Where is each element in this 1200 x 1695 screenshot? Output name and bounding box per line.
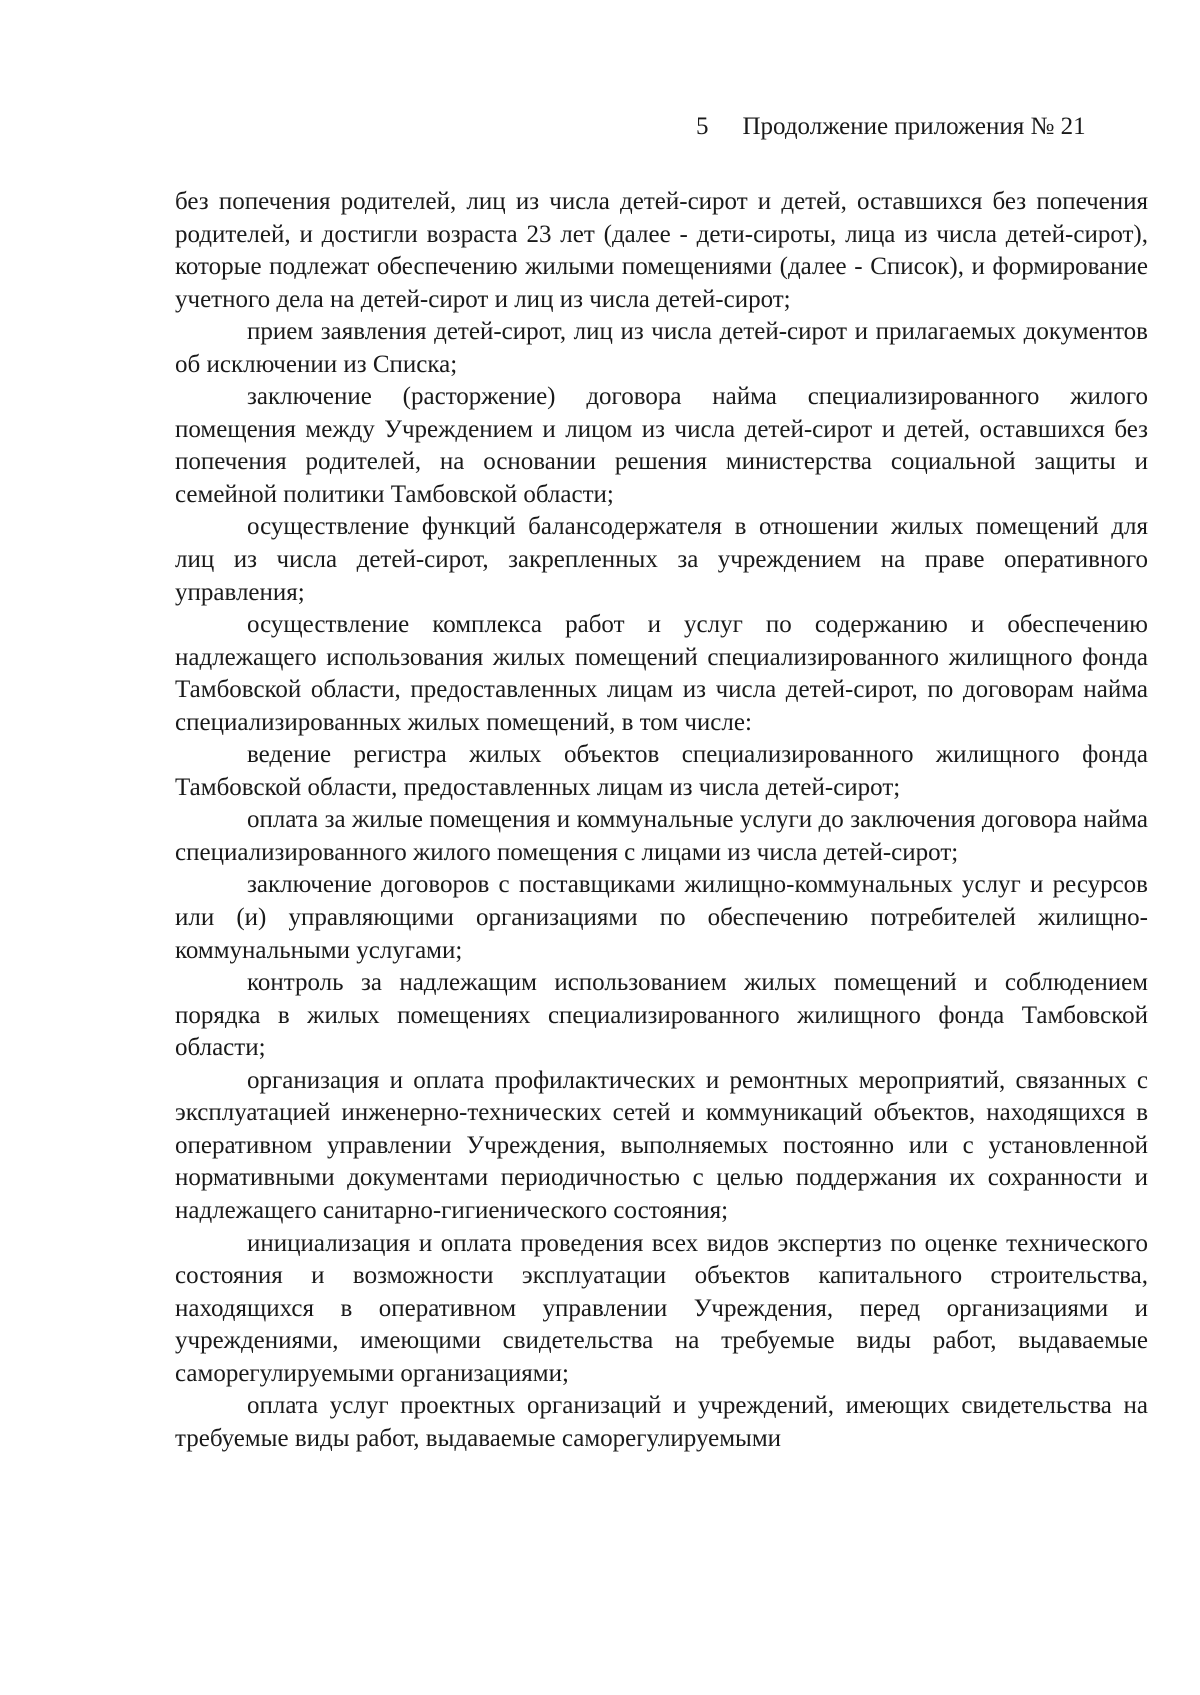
- paragraph: заключение (расторжение) договора найма специализированного жилого помещения между Учреждением и лицом из числа детей-сирот и детей, оставшихся без попечения родителей, на основании решения министерства социальной защиты и семейной политики Тамбовской области;: [175, 383, 1148, 508]
- page-header: [696, 112, 1148, 142]
- document-body: [175, 186, 1148, 1455]
- paragraph: инициализация и оплата проведения всех видов экспертиз по оценке технического состояния и возможности эксплуатации объектов капитального строительства, находящихся в оперативном управлении Учреждения, перед организациями и учреждениями, имеющими свидетельства на требуемые виды работ, выдаваемые саморегулируемыми организациями;: [175, 1229, 1148, 1387]
- paragraph: осуществление комплекса работ и услуг по содержанию и обеспечению надлежащего использования жилых помещений специализированного жилищного фонда Тамбовской области, предоставленных лицам из числа детей-сирот, по договорам найма специализированных жилых помещений, в том числе:: [175, 611, 1148, 736]
- paragraph: осуществление функций балансодержателя в отношении жилых помещений для лиц из числа детей-сирот, закрепленных за учреждением на праве оперативного управления;: [175, 513, 1148, 606]
- paragraph: оплата услуг проектных организаций и учреждений, имеющих свидетельства на требуемые виды работ, выдаваемые саморегулируемыми: [175, 1392, 1148, 1452]
- paragraph: контроль за надлежащим использованием жилых помещений и соблюдением порядка в жилых помещениях специализированного жилищного фонда Тамбовской области;: [175, 969, 1148, 1062]
- paragraph: прием заявления детей-сирот, лиц из числа детей-сирот и прилагаемых документов об исключении из Списка;: [175, 318, 1148, 378]
- paragraph: заключение договоров с поставщиками жилищно-коммунальных услуг и ресурсов или (и) управляющими организациями по обеспечению потребителей жилищно-коммунальными услугами;: [175, 871, 1148, 964]
- paragraph: организация и оплата профилактических и ремонтных мероприятий, связанных с эксплуатацией инженерно-технических сетей и коммуникаций объектов, находящихся в оперативном управлении Учреждения, выполняемых постоянно или с установленной нормативными документами периодичностью с целью поддержания их сохранности и надлежащего санитарно-гигиенического состояния;: [175, 1066, 1148, 1224]
- paragraph: ведение регистра жилых объектов специализированного жилищного фонда Тамбовской области, предоставленных лицам из числа детей-сирот;: [175, 741, 1148, 801]
- appendix-title: Продолжение приложения № 21: [742, 113, 1086, 140]
- paragraph: оплата за жилые помещения и коммунальные услуги до заключения договора найма специализированного жилого помещения с лицами из числа детей-сирот;: [175, 806, 1148, 866]
- page-number: 5: [696, 113, 709, 140]
- paragraph-continuation: без попечения родителей, лиц из числа детей-сирот и детей, оставшихся без попечения родителей, и достигли возраста 23 лет (далее - дети-сироты, лица из числа детей-сирот), которые подлежат обеспечению жилыми помещениями (далее - Список), и формирование учетного дела на детей-сирот и лиц из числа детей-сирот;: [175, 188, 1148, 313]
